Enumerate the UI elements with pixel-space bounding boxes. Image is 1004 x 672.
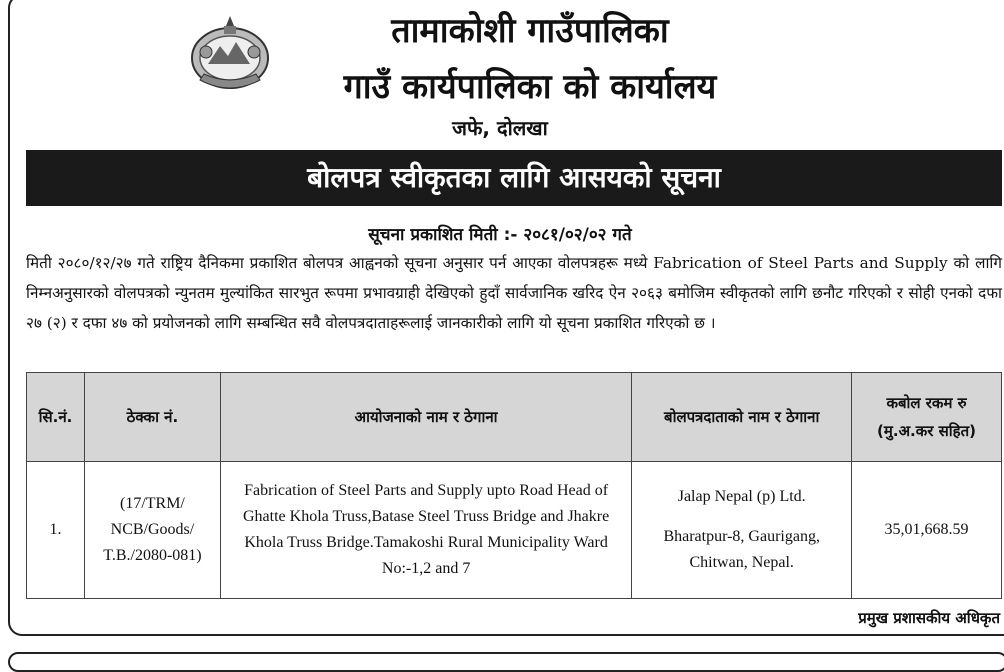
contract-no-line: T.B./2080-081) [103, 547, 202, 564]
cell-project: Fabrication of Steel Parts and Supply upto Road Head of Ghatte Khola Truss,Batase Steel Truss Bridge and Jhakre Khola Truss Bridge.Tamakoshi Rural Municipality Ward No:-1,2 and 7 [220, 462, 631, 599]
cell-bidder [632, 462, 852, 599]
bid-table [26, 372, 1002, 599]
bottom-border [8, 652, 1004, 672]
contract-no-line: NCB/Goods/ [110, 521, 195, 538]
cell-sn: 1. [27, 462, 85, 599]
table-header-row [27, 373, 1002, 462]
bidder-address-line: Chitwan, Nepal. [689, 554, 794, 571]
bidder-address-line: Bharatpur-8, Gaurigang, [663, 528, 820, 545]
col-contract-header: ठेक्का नं. [84, 373, 220, 462]
office-location: जफे, दोलखा [452, 116, 548, 140]
nepal-emblem-icon [186, 12, 274, 94]
col-sn-header: सि.नं. [27, 373, 85, 462]
bidder-name: Jalap Nepal (p) Ltd. [677, 488, 806, 505]
office-subtitle: गाउँ कार्यपालिका को कार्यालय [343, 67, 717, 107]
publish-date: सूचना प्रकाशित मिती :- २०८१/०२/०२ गते [368, 225, 632, 245]
table-row [27, 462, 1002, 599]
cell-contract-no [84, 462, 220, 599]
cell-amount: 35,01,668.59 [852, 462, 1002, 599]
col-project-header: आयोजनाको नाम र ठेगाना [220, 373, 631, 462]
amount-header-line1: कबोल रकम रु [886, 394, 967, 412]
contract-no-line: (17/TRM/ [119, 495, 185, 512]
office-title: तामाकोशी गाउँपालिका [391, 11, 669, 51]
col-amount-header [852, 373, 1002, 462]
notice-banner: बोलपत्र स्वीकृतका लागि आसयको सूचना [26, 150, 1002, 206]
notice-body: मिती २०८०/१२/२७ गते राष्ट्रिय दैनिकमा प्रकाशित बोलपत्र आह्वनको सूचना अनुसार पर्न आएका वोलपत्रहरू मध्ये Fabrication of Steel Parts and Supply को लागि निम्नअनुसारको वोलपत्रको न्युनतम मुल्यांकित सारभुत रूपमा प्रभावग्राही देखिएको हुदाँ सार्वजानिक खरिद ऐन २०६३ बमोजिम स्वीकृतको लागि छनौट गरिएको र सोही एनको दफा २७ (२) र दफा ४७ को प्रयोजनको लागि सम्बन्धित सवै वोलपत्रदाताहरूलाई जानकारीको लागि यो सूचना प्रकाशित गरिएको छ । [26, 254, 1002, 332]
signature-title: प्रमुख प्रशासकीय अधिकृत [858, 609, 1000, 627]
amount-header-line2: (मु.अ.कर सहित) [877, 422, 977, 440]
col-bidder-header: बोलपत्रदाताको नाम र ठेगाना [632, 373, 852, 462]
